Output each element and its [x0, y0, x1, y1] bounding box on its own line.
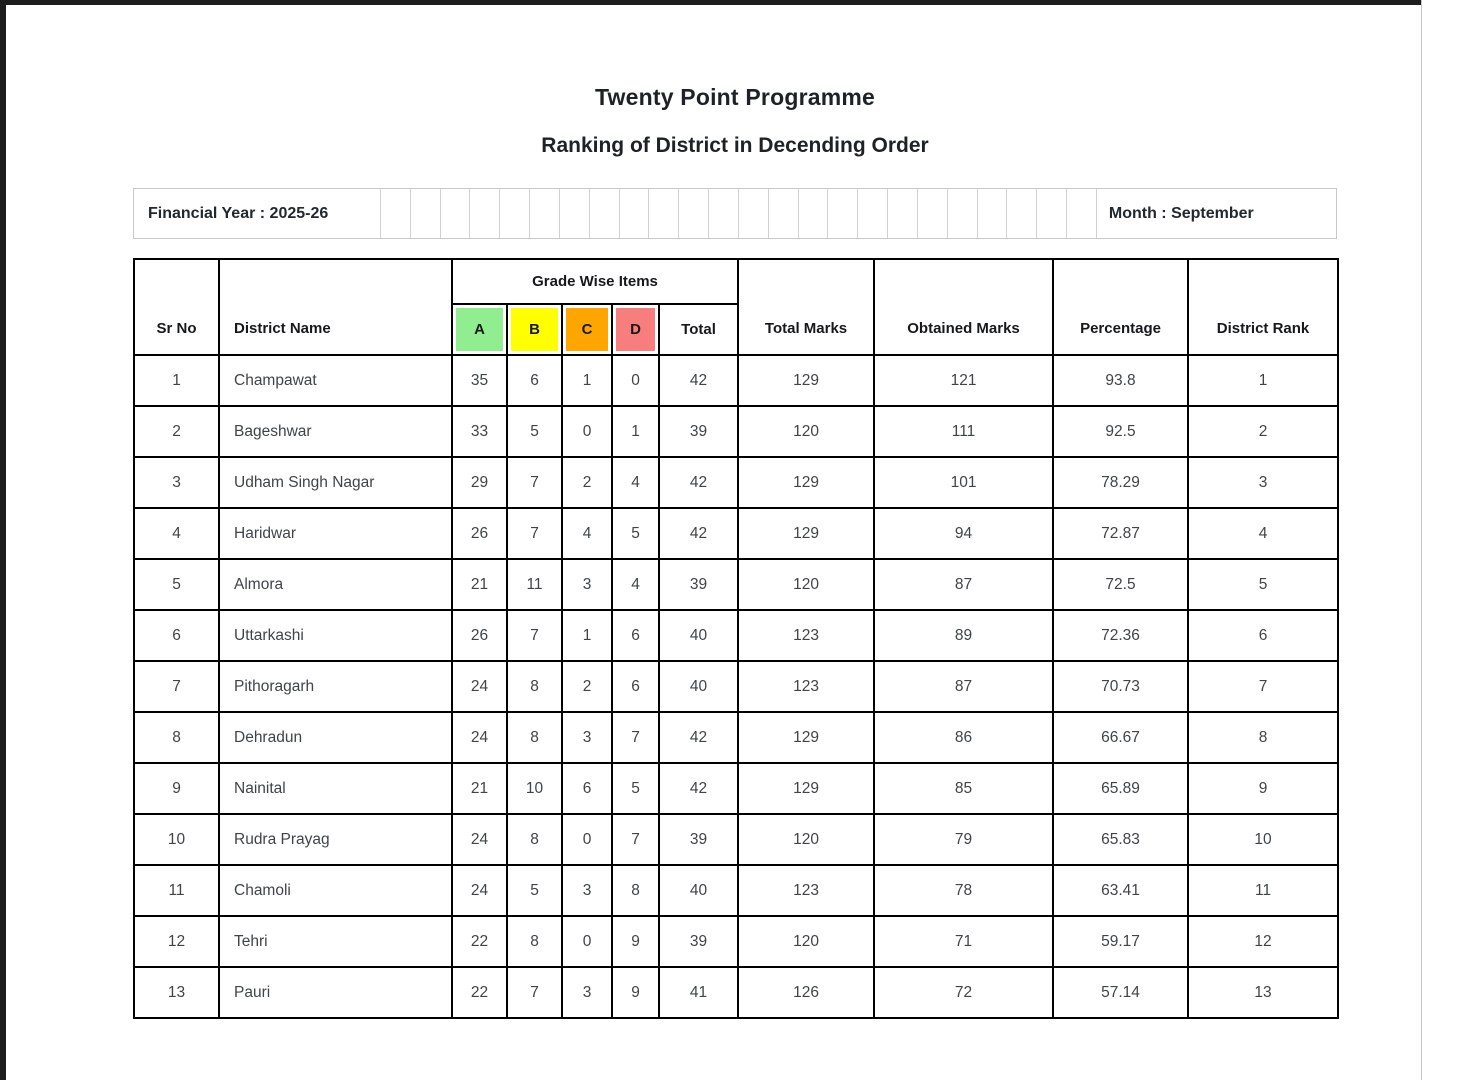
cell-grade-d: 9 [612, 916, 659, 967]
cell-total-marks: 120 [738, 916, 874, 967]
cell-percentage: 72.87 [1053, 508, 1188, 559]
cell-district-name: Uttarkashi [219, 610, 452, 661]
grade-d-header: D [612, 304, 659, 355]
table-row [134, 712, 1338, 763]
cell-grade-total: 40 [659, 610, 738, 661]
cell-grade-b: 8 [507, 661, 562, 712]
table-row [134, 559, 1338, 610]
cell-grade-total: 40 [659, 865, 738, 916]
cell-grade-b: 5 [507, 406, 562, 457]
cell-obtained-marks: 101 [874, 457, 1053, 508]
cell-total-marks: 129 [738, 763, 874, 814]
table-row [134, 916, 1338, 967]
cell-percentage: 70.73 [1053, 661, 1188, 712]
financial-year-label: Financial Year : 2025-26 [148, 204, 329, 222]
cell-sr-no: 3 [134, 457, 219, 508]
cell-grade-total: 42 [659, 508, 738, 559]
cell-sr-no: 7 [134, 661, 219, 712]
cell-obtained-marks: 72 [874, 967, 1053, 1018]
cell-percentage: 93.8 [1053, 355, 1188, 406]
cell-grade-a: 24 [452, 814, 507, 865]
cell-grade-c: 2 [562, 457, 612, 508]
cell-grade-total: 39 [659, 916, 738, 967]
column-header-total-marks: Total Marks [738, 259, 874, 355]
column-header-percentage: Percentage [1053, 259, 1188, 355]
cell-grade-c: 0 [562, 814, 612, 865]
table-row [134, 814, 1338, 865]
cell-district-name: Rudra Prayag [219, 814, 452, 865]
cell-total-marks: 120 [738, 814, 874, 865]
cell-grade-total: 42 [659, 355, 738, 406]
meta-empty-cell [648, 189, 678, 238]
meta-empty-cell [469, 189, 499, 238]
cell-district-name: Tehri [219, 916, 452, 967]
cell-grade-b: 11 [507, 559, 562, 610]
cell-grade-a: 33 [452, 406, 507, 457]
cell-grade-d: 5 [612, 763, 659, 814]
grade-total-header: Total [659, 304, 738, 355]
page-title: Twenty Point Programme [594, 84, 876, 110]
cell-grade-a: 24 [452, 865, 507, 916]
cell-total-marks: 129 [738, 355, 874, 406]
cell-grade-c: 1 [562, 610, 612, 661]
cell-sr-no: 12 [134, 916, 219, 967]
cell-obtained-marks: 94 [874, 508, 1053, 559]
cell-obtained-marks: 79 [874, 814, 1053, 865]
cell-grade-d: 4 [612, 559, 659, 610]
meta-empty-cell [559, 189, 589, 238]
cell-obtained-marks: 121 [874, 355, 1053, 406]
cell-grade-a: 26 [452, 610, 507, 661]
cell-sr-no: 11 [134, 865, 219, 916]
cell-grade-c: 3 [562, 865, 612, 916]
month-label: Month : September [1096, 189, 1336, 238]
cell-sr-no: 2 [134, 406, 219, 457]
cell-grade-total: 39 [659, 559, 738, 610]
meta-empty-cell [947, 189, 977, 238]
cell-percentage: 65.89 [1053, 763, 1188, 814]
cell-grade-total: 41 [659, 967, 738, 1018]
meta-empty-cell [738, 189, 768, 238]
meta-empty-cell [589, 189, 619, 238]
cell-obtained-marks: 78 [874, 865, 1053, 916]
cell-percentage: 78.29 [1053, 457, 1188, 508]
cell-district-rank: 5 [1188, 559, 1338, 610]
cell-total-marks: 129 [738, 457, 874, 508]
cell-grade-b: 10 [507, 763, 562, 814]
meta-empty-cell [1006, 189, 1036, 238]
cell-grade-b: 8 [507, 814, 562, 865]
meta-empty-cell [440, 189, 470, 238]
meta-empty-cell [827, 189, 857, 238]
cell-district-name: Champawat [219, 355, 452, 406]
cell-district-rank: 1 [1188, 355, 1338, 406]
cell-grade-b: 7 [507, 457, 562, 508]
cell-grade-d: 6 [612, 661, 659, 712]
cell-grade-b: 8 [507, 916, 562, 967]
cell-percentage: 65.83 [1053, 814, 1188, 865]
cell-total-marks: 126 [738, 967, 874, 1018]
cell-district-rank: 12 [1188, 916, 1338, 967]
table-header [134, 259, 1338, 355]
column-header-sr-no: Sr No [134, 259, 219, 355]
cell-obtained-marks: 87 [874, 559, 1053, 610]
meta-empty-cell [1036, 189, 1066, 238]
page-right-divider [1421, 0, 1422, 1080]
table-body [134, 355, 1338, 1018]
cell-grade-d: 7 [612, 712, 659, 763]
cell-grade-a: 22 [452, 916, 507, 967]
cell-district-rank: 6 [1188, 610, 1338, 661]
cell-percentage: 72.5 [1053, 559, 1188, 610]
meta-bar [133, 188, 1337, 239]
cell-district-name: Udham Singh Nagar [219, 457, 452, 508]
cell-district-rank: 9 [1188, 763, 1338, 814]
cell-grade-c: 1 [562, 355, 612, 406]
meta-empty-cell [857, 189, 887, 238]
report-page [133, 84, 1337, 1019]
cell-grade-total: 39 [659, 814, 738, 865]
grade-c-header: C [562, 304, 612, 355]
meta-empty-cell [887, 189, 917, 238]
cell-sr-no: 10 [134, 814, 219, 865]
cell-grade-d: 4 [612, 457, 659, 508]
cell-sr-no: 5 [134, 559, 219, 610]
cell-grade-d: 6 [612, 610, 659, 661]
cell-grade-a: 26 [452, 508, 507, 559]
cell-district-name: Pithoragarh [219, 661, 452, 712]
cell-grade-a: 29 [452, 457, 507, 508]
cell-percentage: 57.14 [1053, 967, 1188, 1018]
meta-empty-cell [1066, 189, 1096, 238]
cell-grade-c: 4 [562, 508, 612, 559]
cell-district-rank: 7 [1188, 661, 1338, 712]
column-header-obtained-marks: Obtained Marks [874, 259, 1053, 355]
cell-grade-total: 42 [659, 763, 738, 814]
table-row [134, 763, 1338, 814]
cell-grade-d: 7 [612, 814, 659, 865]
cell-grade-a: 21 [452, 559, 507, 610]
cell-district-rank: 13 [1188, 967, 1338, 1018]
cell-total-marks: 120 [738, 406, 874, 457]
cell-obtained-marks: 89 [874, 610, 1053, 661]
cell-grade-d: 8 [612, 865, 659, 916]
screenshot-left-edge [0, 0, 6, 1080]
screenshot-top-edge [0, 0, 1421, 5]
page-subtitle: Ranking of District in Decending Order [541, 134, 929, 157]
cell-district-name: Bageshwar [219, 406, 452, 457]
meta-empty-cell [977, 189, 1007, 238]
cell-grade-d: 0 [612, 355, 659, 406]
cell-grade-a: 24 [452, 712, 507, 763]
column-header-district-rank: District Rank [1188, 259, 1338, 355]
cell-district-name: Nainital [219, 763, 452, 814]
cell-grade-c: 3 [562, 712, 612, 763]
table-row [134, 406, 1338, 457]
column-header-district-name: District Name [219, 259, 452, 355]
cell-district-name: Dehradun [219, 712, 452, 763]
cell-grade-b: 7 [507, 610, 562, 661]
cell-sr-no: 13 [134, 967, 219, 1018]
meta-empty-cell [529, 189, 559, 238]
meta-empty-cell [619, 189, 649, 238]
table-row [134, 508, 1338, 559]
cell-district-rank: 4 [1188, 508, 1338, 559]
cell-total-marks: 123 [738, 610, 874, 661]
cell-district-name: Chamoli [219, 865, 452, 916]
grade-a-header: A [452, 304, 507, 355]
cell-grade-c: 2 [562, 661, 612, 712]
cell-district-name: Pauri [219, 967, 452, 1018]
cell-sr-no: 8 [134, 712, 219, 763]
cell-grade-a: 21 [452, 763, 507, 814]
cell-grade-a: 35 [452, 355, 507, 406]
cell-grade-c: 6 [562, 763, 612, 814]
cell-grade-c: 0 [562, 916, 612, 967]
cell-obtained-marks: 86 [874, 712, 1053, 763]
cell-grade-c: 0 [562, 406, 612, 457]
table-row [134, 610, 1338, 661]
district-ranking-table [133, 258, 1339, 1019]
meta-empty-cell [499, 189, 529, 238]
cell-total-marks: 123 [738, 661, 874, 712]
cell-grade-total: 39 [659, 406, 738, 457]
cell-total-marks: 129 [738, 712, 874, 763]
meta-empty-cell [678, 189, 708, 238]
cell-percentage: 66.67 [1053, 712, 1188, 763]
meta-empty-cell [917, 189, 947, 238]
cell-grade-a: 22 [452, 967, 507, 1018]
cell-grade-b: 6 [507, 355, 562, 406]
cell-grade-a: 24 [452, 661, 507, 712]
cell-grade-total: 42 [659, 712, 738, 763]
table-row [134, 457, 1338, 508]
cell-sr-no: 4 [134, 508, 219, 559]
cell-percentage: 92.5 [1053, 406, 1188, 457]
cell-percentage: 72.36 [1053, 610, 1188, 661]
cell-total-marks: 123 [738, 865, 874, 916]
cell-sr-no: 1 [134, 355, 219, 406]
cell-obtained-marks: 85 [874, 763, 1053, 814]
cell-grade-d: 5 [612, 508, 659, 559]
cell-district-rank: 11 [1188, 865, 1338, 916]
cell-grade-b: 7 [507, 967, 562, 1018]
cell-grade-total: 42 [659, 457, 738, 508]
meta-empty-cell [768, 189, 798, 238]
cell-district-rank: 2 [1188, 406, 1338, 457]
cell-obtained-marks: 111 [874, 406, 1053, 457]
cell-grade-d: 1 [612, 406, 659, 457]
table-row [134, 967, 1338, 1018]
meta-empty-cell [410, 189, 440, 238]
cell-district-rank: 3 [1188, 457, 1338, 508]
cell-percentage: 63.41 [1053, 865, 1188, 916]
meta-empty-cell [380, 189, 410, 238]
cell-sr-no: 9 [134, 763, 219, 814]
meta-empty-cell [708, 189, 738, 238]
grade-b-header: B [507, 304, 562, 355]
cell-obtained-marks: 71 [874, 916, 1053, 967]
cell-grade-b: 8 [507, 712, 562, 763]
meta-empty-cell [798, 189, 828, 238]
cell-grade-b: 5 [507, 865, 562, 916]
cell-sr-no: 6 [134, 610, 219, 661]
column-group-grade-wise-items: Grade Wise Items [452, 259, 738, 304]
cell-grade-d: 9 [612, 967, 659, 1018]
cell-district-name: Almora [219, 559, 452, 610]
cell-district-rank: 8 [1188, 712, 1338, 763]
cell-grade-c: 3 [562, 559, 612, 610]
table-row [134, 865, 1338, 916]
cell-obtained-marks: 87 [874, 661, 1053, 712]
table-row [134, 661, 1338, 712]
cell-total-marks: 120 [738, 559, 874, 610]
cell-grade-total: 40 [659, 661, 738, 712]
cell-total-marks: 129 [738, 508, 874, 559]
cell-percentage: 59.17 [1053, 916, 1188, 967]
cell-grade-c: 3 [562, 967, 612, 1018]
cell-district-name: Haridwar [219, 508, 452, 559]
cell-district-rank: 10 [1188, 814, 1338, 865]
table-row [134, 355, 1338, 406]
cell-grade-b: 7 [507, 508, 562, 559]
